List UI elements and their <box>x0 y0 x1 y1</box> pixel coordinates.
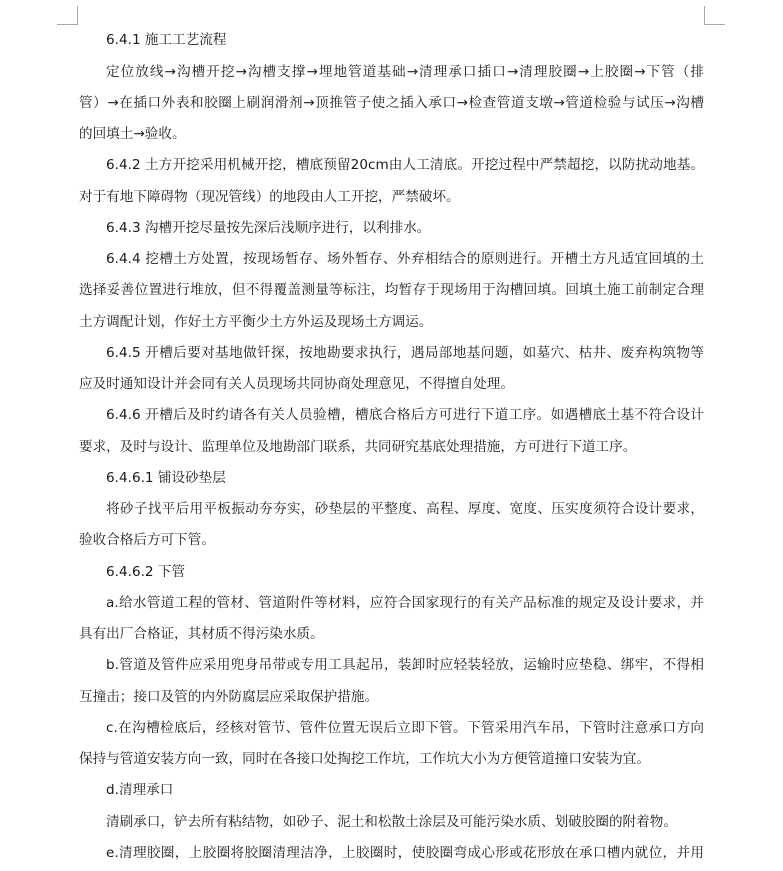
heading-6-4-1: 6.4.1 施工工艺流程 <box>106 32 227 48</box>
paragraph-line: a.给水管道工程的管材、管道附件等材料，应符合国家现行的有关产品标准的规定及设计要求，并 <box>106 595 704 611</box>
paragraph-line: 清刷承口，铲去所有粘结物，如砂子、泥土和松散土涂层及可能污染水质、划破胶圈的附着物。 <box>106 814 677 830</box>
paragraph-line: 将砂子找平后用平板振动夯夯实，砂垫层的平整度、高程、厚度、宽度、压实度须符合设计要求， <box>106 501 704 517</box>
page-corner-mark-right <box>704 6 725 25</box>
paragraph-line: 要求，及时与设计、监理单位及地勘部门联系，共同研究基底处理措施，方可进行下道工序。 <box>79 439 637 455</box>
paragraph-line: 对于有地下障碍物（现况管线）的地段由人工开挖，严禁破坏。 <box>79 189 460 205</box>
paragraph-line: 应及时通知设计并会同有关人员现场共同协商处理意见，不得擅自处理。 <box>79 376 514 392</box>
paragraph-line: 验收合格后方可下管。 <box>79 532 215 548</box>
paragraph-line: 具有出厂合格证，其材质不得污染水质。 <box>79 626 324 642</box>
paragraph-line: 6.4.3 沟槽开挖尽量按先深后浅顺序进行，以利排水。 <box>106 220 431 236</box>
paragraph-line: 管）→在插口外表和胶圈上刷润滑剂→顶推管子使之插入承口→检查管道支墩→管道检验与试压→沟槽 <box>79 95 704 111</box>
paragraph-line: 定位放线→沟槽开挖→沟槽支撑→埋地管道基础→清理承口插口→清理胶圈→上胶圈→下管（排 <box>106 64 704 80</box>
heading-6-4-6-1: 6.4.6.1 铺设砂垫层 <box>106 470 226 486</box>
paragraph-line: 保持与管道安装方向一致，同时在各接口处掏挖工作坑，工作坑大小为方便管道撞口安装为宜。 <box>79 751 650 767</box>
paragraph-line: 选择妥善位置进行堆放，但不得覆盖测量等标注，均暂存于现场用于沟槽回填。回填土施工前制定合理 <box>79 282 704 298</box>
heading-6-4-6-2: 6.4.6.2 下管 <box>106 564 186 580</box>
paragraph-line: 互撞击；接口及管的内外防腐层应采取保护措施。 <box>79 689 379 705</box>
page-corner-mark-left <box>57 6 78 25</box>
paragraph-line: 6.4.6 开槽后及时约请各有关人员验槽，槽底合格后方可进行下道工序。如遇槽底土基不符合设计 <box>106 407 704 423</box>
paragraph-line: c.在沟槽检底后，经核对管节、管件位置无误后立即下管。下管采用汽车吊，下管时注意承口方向 <box>106 720 704 736</box>
paragraph-line: 6.4.4 挖槽土方处置，按现场暂存、场外暂存、外弃相结合的原则进行。开槽土方凡适宜回填的土 <box>106 251 704 267</box>
paragraph-line: 6.4.5 开槽后要对基地做钎探，按地勘要求执行，遇局部地基问题，如墓穴、枯井、废弃构筑物等 <box>106 345 704 361</box>
paragraph-line: 的回填土→验收。 <box>79 126 186 142</box>
paragraph-line: 土方调配计划，作好土方平衡少土方外运及现场土方调运。 <box>79 314 433 330</box>
paragraph-line: e.清理胶圈，上胶圈将胶圈清理洁净，上胶圈时，使胶圈弯成心形或花形放在承口槽内就位，并用 <box>106 845 704 861</box>
paragraph-line: 6.4.2 土方开挖采用机械开挖，槽底预留20cm由人工清底。开挖过程中严禁超挖，以防扰动地基。 <box>106 157 704 173</box>
subheading-d: d.清理承口 <box>106 782 174 798</box>
paragraph-line: b.管道及管件应采用兜身吊带或专用工具起吊，装卸时应轻装轻放，运输时应垫稳、绑牢，不得相 <box>106 657 704 673</box>
